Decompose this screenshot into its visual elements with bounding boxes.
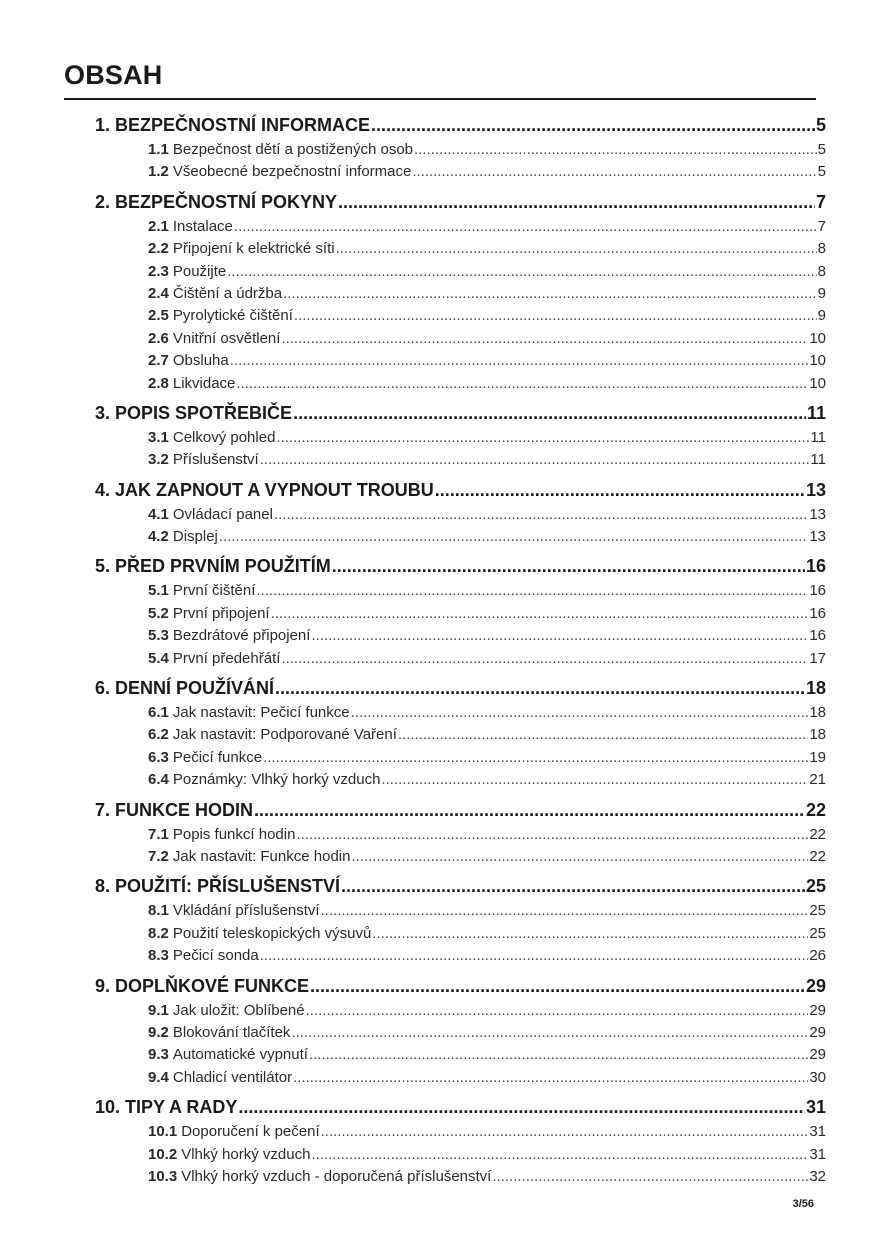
toc-chapter-title: 4. JAK ZAPNOUT A VYPNOUT TROUBU: [95, 479, 434, 500]
toc-subsection-title: Instalace: [172, 217, 233, 235]
toc-subsection-entry[interactable]: [0, 1044, 874, 1066]
dot-leader: [227, 261, 816, 283]
toc-subsection-number: 6.2: [148, 726, 169, 744]
toc-subsection-number: 10.2: [148, 1145, 178, 1163]
dot-leader: [321, 900, 809, 922]
dot-leader: [371, 111, 815, 139]
dot-leader: [414, 139, 817, 161]
toc-subsection-page: 31: [809, 1145, 826, 1163]
dot-leader: [256, 580, 808, 602]
toc-subsection-entry[interactable]: [0, 1144, 874, 1166]
toc-section: [0, 972, 874, 1090]
toc-subsection-number: 1.2: [148, 163, 169, 181]
toc-section: [0, 399, 874, 472]
toc-chapter-entry[interactable]: [0, 796, 874, 824]
dot-leader: [263, 747, 808, 769]
toc-subsection-title: Všeobecné bezpečnostní informace: [172, 163, 412, 181]
toc-subsection-page: 25: [809, 902, 826, 920]
toc-subsection-entry[interactable]: [0, 526, 874, 548]
toc-subsection-entry[interactable]: [0, 305, 874, 327]
dot-leader: [311, 1144, 808, 1166]
toc-subsection-number: 2.7: [148, 352, 169, 370]
toc-subsection-number: 2.2: [148, 240, 169, 258]
toc-subsection-title: Poznámky: Vlhký horký vzduch: [172, 771, 381, 789]
page-title: OBSAH: [64, 60, 163, 90]
dot-leader: [291, 1022, 808, 1044]
dot-leader: [435, 476, 805, 504]
toc-subsection-title: První čištění: [172, 582, 256, 600]
toc-subsection-entry[interactable]: [0, 769, 874, 791]
toc-subsection-entry[interactable]: [0, 702, 874, 724]
toc-subsection-title: Jak nastavit: Podporované Vaření: [172, 726, 397, 744]
toc-chapter-page: 11: [806, 402, 826, 423]
toc-chapter-page: 18: [805, 678, 826, 699]
toc-section: [0, 552, 874, 670]
toc-subsection-page: 10: [809, 352, 826, 370]
toc-subsection-title: Blokování tlačítek: [172, 1023, 291, 1041]
toc-subsection-entry[interactable]: [0, 1166, 874, 1188]
toc-chapter-entry[interactable]: [0, 674, 874, 702]
toc-subsection-title: Celkový pohled: [172, 428, 276, 446]
dot-leader: [306, 1000, 809, 1022]
toc-subsection-number: 4.2: [148, 528, 169, 546]
dot-leader: [309, 1044, 808, 1066]
toc-section: [0, 674, 874, 792]
toc-subsection-entry[interactable]: [0, 504, 874, 526]
toc-subsection-page: 5: [817, 141, 826, 158]
toc-chapter-page: 16: [805, 556, 826, 577]
dot-leader: [338, 188, 815, 216]
toc-subsection-title: Automatické vypnutí: [172, 1046, 308, 1064]
toc-chapter-title: 3. POPIS SPOTŘEBIČE: [95, 402, 293, 423]
toc-subsection-title: Čištění a údržba: [172, 284, 283, 302]
toc-subsection-page: 18: [809, 704, 826, 722]
toc-subsection-number: 2.1: [148, 217, 169, 235]
toc-subsection-number: 6.1: [148, 704, 169, 722]
dot-leader: [238, 1093, 805, 1121]
toc-subsection-entry[interactable]: [0, 350, 874, 372]
toc-subsection-number: 9.3: [148, 1046, 169, 1064]
dot-leader: [351, 846, 808, 868]
dot-leader: [336, 238, 817, 260]
dot-leader: [254, 796, 805, 824]
dot-leader: [321, 1121, 809, 1143]
title-divider: [64, 98, 816, 100]
toc-subsection-number: 2.8: [148, 374, 169, 392]
toc-subsection-entry[interactable]: [0, 216, 874, 238]
dot-leader: [293, 399, 806, 427]
toc-section: [0, 872, 874, 967]
toc-subsection-number: 6.4: [148, 771, 169, 789]
toc-chapter-entry[interactable]: [0, 972, 874, 1000]
dot-leader: [230, 350, 809, 372]
toc-subsection-number: 8.2: [148, 924, 169, 942]
toc-subsection-page: 25: [809, 924, 826, 942]
toc-subsection-page: 21: [809, 771, 826, 789]
toc-subsection-page: 8: [817, 262, 826, 280]
toc-subsection-page: 16: [809, 627, 826, 645]
toc-subsection-entry[interactable]: [0, 580, 874, 602]
toc-subsection-page: 29: [809, 1023, 826, 1041]
toc-subsection-entry[interactable]: [0, 449, 874, 471]
toc-subsection-entry[interactable]: [0, 747, 874, 769]
toc-subsection-title: První připojení: [172, 604, 270, 622]
toc-subsection-title: Likvidace: [172, 374, 236, 392]
toc-chapter-page: 29: [805, 975, 826, 996]
toc-subsection-number: 2.3: [148, 262, 169, 280]
toc-subsection-number: 10.1: [148, 1123, 178, 1141]
toc-subsection-number: 9.4: [148, 1068, 169, 1086]
toc-subsection-title: Popis funkcí hodin: [172, 825, 296, 843]
toc-chapter-page: 31: [805, 1097, 826, 1118]
toc-subsection-number: 5.1: [148, 582, 169, 600]
table-of-contents: [0, 111, 874, 1192]
toc-subsection-entry[interactable]: [0, 603, 874, 625]
dot-leader: [310, 972, 805, 1000]
toc-subsection-page: 22: [809, 847, 826, 865]
toc-subsection-number: 1.1: [148, 141, 169, 158]
dot-leader: [351, 702, 809, 724]
toc-chapter-title: 10. TIPY A RADY: [95, 1097, 238, 1118]
toc-subsection-title: Vkládání příslušenství: [172, 902, 320, 920]
toc-section: [0, 476, 874, 549]
toc-subsection-number: 3.1: [148, 428, 169, 446]
toc-subsection-title: Bezdrátové připojení: [172, 627, 311, 645]
dot-leader: [281, 648, 808, 670]
toc-subsection-page: 16: [809, 582, 826, 600]
toc-subsection-entry[interactable]: [0, 283, 874, 305]
toc-subsection-title: Pečicí sonda: [172, 947, 259, 965]
toc-subsection-page: 18: [809, 726, 826, 744]
toc-subsection-page: 11: [810, 428, 826, 446]
toc-subsection-page: 9: [817, 284, 826, 302]
toc-subsection-number: 10.3: [148, 1167, 178, 1185]
toc-subsection-title: Ovládací panel: [172, 505, 273, 523]
dot-leader: [236, 373, 808, 395]
toc-subsection-title: Jak nastavit: Funkce hodin: [172, 847, 351, 865]
dot-leader: [274, 504, 808, 526]
toc-subsection-entry[interactable]: [0, 1022, 874, 1044]
dot-leader: [234, 216, 817, 238]
toc-subsection-entry[interactable]: [0, 824, 874, 846]
toc-subsection-number: 7.2: [148, 847, 169, 865]
toc-subsection-page: 31: [809, 1123, 826, 1141]
toc-subsection-title: Vlhký horký vzduch - doporučená příslušenství: [181, 1167, 492, 1185]
toc-subsection-page: 7: [817, 217, 826, 235]
toc-chapter-title: 7. FUNKCE HODIN: [95, 799, 254, 820]
toc-subsection-number: 4.1: [148, 505, 169, 523]
toc-subsection-title: Jak uložit: Oblíbené: [172, 1001, 305, 1019]
toc-subsection-title: Pečicí funkce: [172, 748, 263, 766]
toc-subsection-title: Doporučení k pečení: [181, 1123, 320, 1141]
toc-subsection-entry[interactable]: [0, 238, 874, 260]
dot-leader: [271, 603, 809, 625]
toc-subsection-title: První předehřátí: [172, 649, 281, 667]
toc-chapter-entry[interactable]: [0, 552, 874, 580]
toc-subsection-entry[interactable]: [0, 139, 874, 161]
toc-chapter-title: 8. POUŽITÍ: PŘÍSLUŠENSTVÍ: [95, 876, 341, 897]
dot-leader: [412, 161, 816, 183]
dot-leader: [260, 449, 810, 471]
toc-subsection-title: Připojení k elektrické síti: [172, 240, 335, 258]
toc-subsection-page: 9: [817, 307, 826, 325]
dot-leader: [260, 945, 809, 967]
toc-subsection-title: Použijte: [172, 262, 227, 280]
toc-subsection-page: 22: [809, 825, 826, 843]
toc-subsection-entry[interactable]: [0, 1000, 874, 1022]
toc-subsection-page: 10: [809, 374, 826, 392]
toc-chapter-page: 22: [805, 799, 826, 820]
toc-chapter-entry[interactable]: [0, 188, 874, 216]
toc-subsection-page: 30: [809, 1068, 826, 1086]
toc-section: [0, 111, 874, 184]
toc-subsection-number: 2.6: [148, 329, 169, 347]
toc-subsection-entry[interactable]: [0, 261, 874, 283]
toc-subsection-number: 5.2: [148, 604, 169, 622]
toc-chapter-title: 9. DOPLŇKOVÉ FUNKCE: [95, 975, 310, 996]
dot-leader: [398, 724, 808, 746]
toc-subsection-number: 3.2: [148, 451, 169, 469]
toc-subsection-entry[interactable]: [0, 945, 874, 967]
toc-chapter-page: 13: [805, 479, 826, 500]
toc-subsection-entry[interactable]: [0, 1067, 874, 1089]
toc-subsection-number: 5.3: [148, 627, 169, 645]
toc-subsection-entry[interactable]: [0, 923, 874, 945]
toc-subsection-number: 2.4: [148, 284, 169, 302]
toc-chapter-title: 2. BEZPEČNOSTNÍ POKYNY: [95, 191, 338, 212]
dot-leader: [372, 923, 808, 945]
toc-chapter-entry[interactable]: [0, 399, 874, 427]
toc-subsection-title: Vlhký horký vzduch: [181, 1145, 311, 1163]
dot-leader: [381, 769, 808, 791]
page-number: 3/56: [792, 1198, 814, 1210]
toc-subsection-page: 29: [809, 1046, 826, 1064]
toc-subsection-number: 2.5: [148, 307, 169, 325]
toc-subsection-page: 32: [809, 1167, 826, 1185]
toc-subsection-entry[interactable]: [0, 328, 874, 350]
toc-section: [0, 1093, 874, 1188]
toc-subsection-number: 7.1: [148, 825, 169, 843]
toc-section: [0, 188, 874, 395]
toc-chapter-entry[interactable]: [0, 1093, 874, 1121]
dot-leader: [281, 328, 808, 350]
toc-subsection-title: Příslušenství: [172, 451, 259, 469]
dot-leader: [311, 625, 808, 647]
toc-subsection-page: 5: [817, 163, 826, 181]
toc-chapter-title: 1. BEZPEČNOSTNÍ INFORMACE: [95, 115, 371, 135]
dot-leader: [293, 1067, 808, 1089]
toc-subsection-title: Displej: [172, 528, 218, 546]
dot-leader: [332, 552, 805, 580]
toc-subsection-number: 6.3: [148, 748, 169, 766]
toc-subsection-number: 8.3: [148, 947, 169, 965]
toc-chapter-title: 5. PŘED PRVNÍM POUŽITÍM: [95, 556, 331, 577]
toc-chapter-entry[interactable]: [0, 111, 874, 139]
toc-chapter-page: 5: [815, 115, 826, 135]
toc-subsection-number: 9.2: [148, 1023, 169, 1041]
toc-subsection-title: Bezpečnost dětí a postižených osob: [172, 141, 414, 158]
toc-subsection-page: 17: [809, 649, 826, 667]
toc-subsection-entry[interactable]: [0, 846, 874, 868]
toc-subsection-entry[interactable]: [0, 1121, 874, 1143]
toc-subsection-number: 5.4: [148, 649, 169, 667]
toc-subsection-page: 26: [809, 947, 826, 965]
toc-subsection-title: Obsluha: [172, 352, 229, 370]
toc-subsection-title: Pyrolytické čištění: [172, 307, 293, 325]
dot-leader: [219, 526, 808, 548]
toc-subsection-entry[interactable]: [0, 648, 874, 670]
toc-subsection-page: 19: [809, 748, 826, 766]
dot-leader: [283, 283, 817, 305]
toc-section: [0, 796, 874, 869]
toc-subsection-entry[interactable]: [0, 724, 874, 746]
dot-leader: [294, 305, 817, 327]
toc-subsection-entry[interactable]: [0, 161, 874, 183]
toc-chapter-title: 6. DENNÍ POUŽÍVÁNÍ: [95, 678, 275, 699]
toc-subsection-page: 29: [809, 1001, 826, 1019]
toc-subsection-entry[interactable]: [0, 900, 874, 922]
toc-subsection-number: 9.1: [148, 1001, 169, 1019]
toc-subsection-page: 16: [809, 604, 826, 622]
toc-subsection-page: 10: [809, 329, 826, 347]
toc-subsection-entry[interactable]: [0, 373, 874, 395]
dot-leader: [492, 1166, 808, 1188]
toc-subsection-page: 13: [809, 528, 826, 546]
toc-chapter-entry[interactable]: [0, 872, 874, 900]
toc-subsection-entry[interactable]: [0, 625, 874, 647]
toc-subsection-title: Vnitřní osvětlení: [172, 329, 281, 347]
toc-subsection-title: Chladicí ventilátor: [172, 1068, 293, 1086]
toc-subsection-number: 8.1: [148, 902, 169, 920]
toc-subsection-page: 13: [809, 505, 826, 523]
dot-leader: [341, 872, 805, 900]
dot-leader: [296, 824, 808, 846]
toc-subsection-page: 11: [810, 451, 826, 469]
toc-subsection-title: Použití teleskopických výsuvů: [172, 924, 372, 942]
dot-leader: [275, 674, 805, 702]
toc-subsection-entry[interactable]: [0, 427, 874, 449]
toc-chapter-page: 7: [815, 191, 826, 212]
dot-leader: [276, 427, 809, 449]
toc-chapter-page: 25: [805, 876, 826, 897]
toc-subsection-title: Jak nastavit: Pečicí funkce: [172, 704, 350, 722]
toc-chapter-entry[interactable]: [0, 476, 874, 504]
toc-subsection-page: 8: [817, 240, 826, 258]
